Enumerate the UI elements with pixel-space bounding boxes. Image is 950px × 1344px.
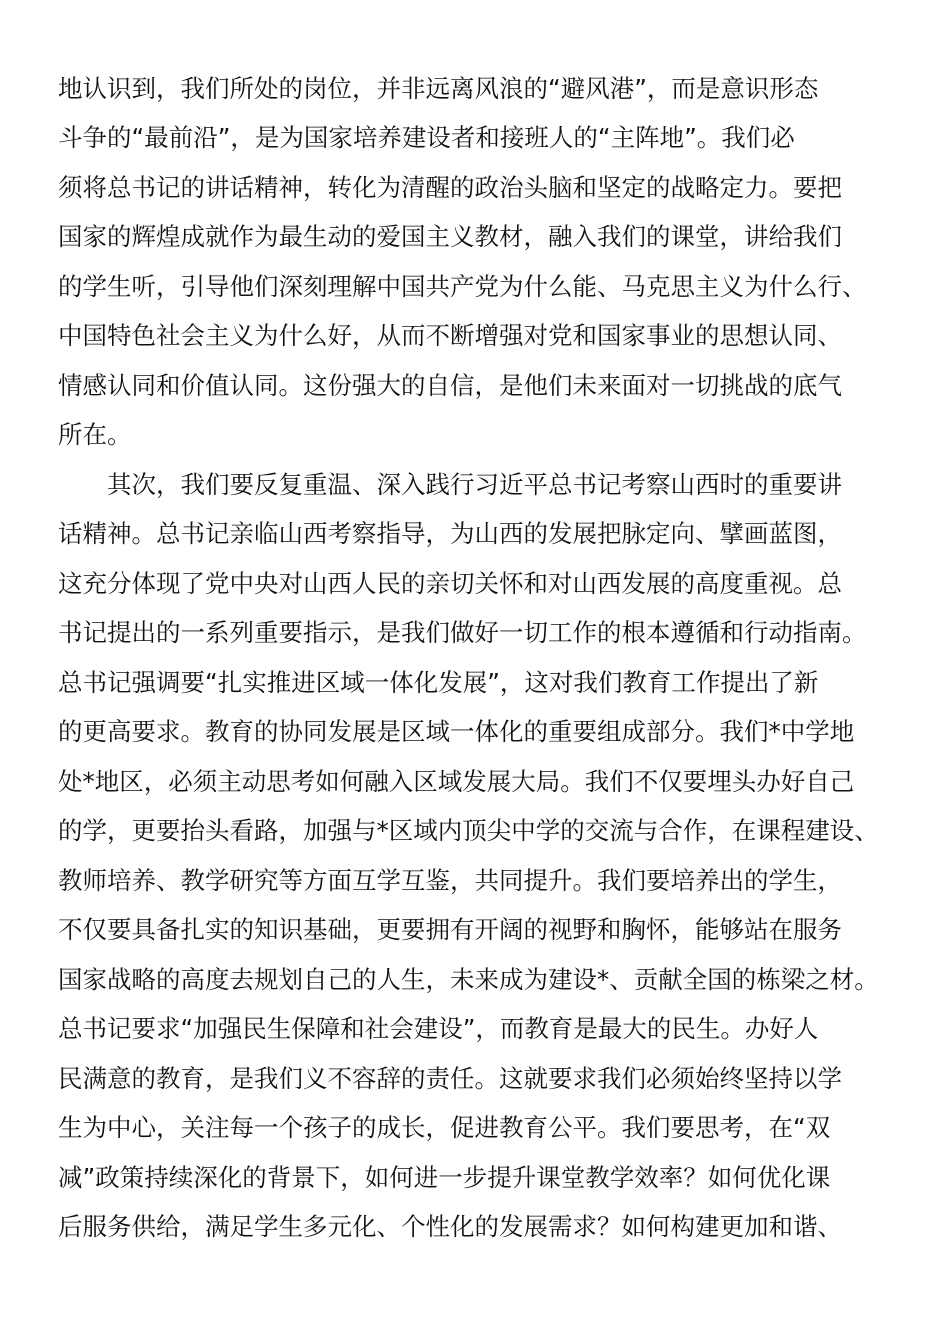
text-line: 总书记强调要“扎实推进区域一体化发展”，这对我们教育工作提出了新	[58, 668, 819, 697]
text-line: 减”政策持续深化的背景下，如何进一步提升课堂教学效率？如何优化课	[58, 1163, 831, 1192]
text-line: 民满意的教育，是我们义不容辞的责任。这就要求我们必须始终坚持以学	[58, 1064, 842, 1093]
text-line: 斗争的“最前沿”，是为国家培养建设者和接班人的“主阵地”。我们必	[58, 123, 795, 152]
text-line: 国家的辉煌成就作为最生动的爱国主义教材，融入我们的课堂，讲给我们	[58, 222, 842, 251]
text-line: 总书记要求“加强民生保障和社会建设”，而教育是最大的民生。办好人	[58, 1014, 819, 1043]
text-line: 话精神。总书记亲临山西考察指导，为山西的发展把脉定向、擘画蓝图，	[58, 519, 842, 548]
text-line: 教师培养、教学研究等方面互学互鉴，共同提升。我们要培养出的学生，	[58, 866, 842, 895]
paragraph-start-line: 其次，我们要反复重温、深入践行习近平总书记考察山西时的重要讲	[107, 470, 842, 499]
text-line: 不仅要具备扎实的知识基础，更要拥有开阔的视野和胸怀，能够站在服务	[58, 915, 842, 944]
text-line: 处*地区，必须主动思考如何融入区域发展大局。我们不仅要埋头办好自己	[58, 767, 855, 796]
text-line: 的更高要求。教育的协同发展是区域一体化的重要组成部分。我们*中学地	[58, 717, 855, 746]
text-line: 情感认同和价值认同。这份强大的自信，是他们未来面对一切挑战的底气	[58, 371, 842, 400]
text-line: 的学，更要抬头看路，加强与*区域内顶尖中学的交流与合作，在课程建设、	[58, 816, 879, 845]
text-line: 的学生听，引导他们深刻理解中国共产党为什么能、马克思主义为什么行、	[58, 272, 867, 301]
text-line: 地认识到，我们所处的岗位，并非远离风浪的“避风港”，而是意识形态	[58, 74, 819, 103]
text-line: 这充分体现了党中央对山西人民的亲切关怀和对山西发展的高度重视。总	[58, 569, 842, 598]
text-line: 所在。	[58, 420, 132, 449]
text-line: 后服务供给，满足学生多元化、个性化的发展需求？如何构建更加和谐、	[58, 1212, 842, 1241]
text-line: 生为中心，关注每一个孩子的成长，促进教育公平。我们要思考，在“双	[58, 1113, 831, 1142]
text-line: 须将总书记的讲话精神，转化为清醒的政治头脑和坚定的战略定力。要把	[58, 173, 842, 202]
text-line: 书记提出的一系列重要指示，是我们做好一切工作的根本遵循和行动指南。	[58, 618, 867, 647]
text-line: 国家战略的高度去规划自己的人生，未来成为建设*、贡献全国的栋梁之材。	[58, 965, 879, 994]
text-line: 中国特色社会主义为什么好，从而不断增强对党和国家事业的思想认同、	[58, 321, 842, 350]
